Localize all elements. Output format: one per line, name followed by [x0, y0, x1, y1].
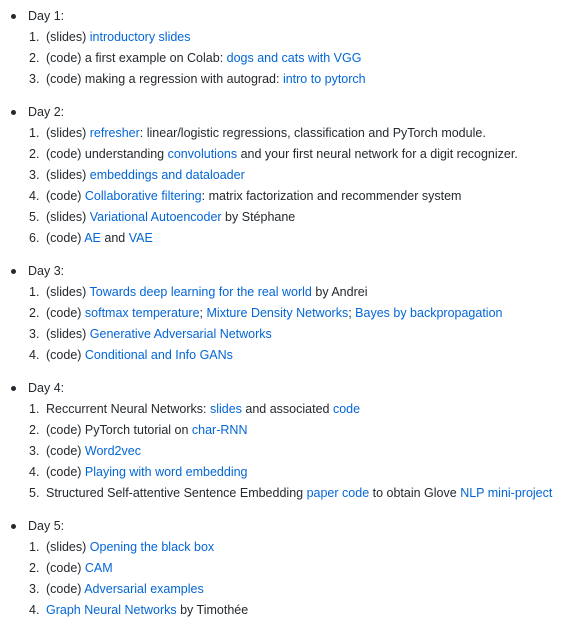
item-text: (code) making a regression with autograd: — [46, 72, 283, 86]
item-link[interactable]: Playing with word embedding — [84, 465, 248, 479]
item-text: : linear/logistic regressions, classification and PyTorch module. — [139, 126, 486, 140]
item-number: 3. — [29, 168, 40, 182]
item-number: 1. — [29, 30, 40, 44]
item-text: (slides) — [46, 126, 90, 140]
bullet-dot-icon — [11, 14, 16, 19]
item-number: 3. — [29, 327, 40, 341]
day-section — [10, 102, 587, 249]
day-section — [10, 6, 587, 90]
item-link[interactable]: Bayes by backpropagation — [355, 306, 503, 320]
day-title: Day 4: — [28, 381, 65, 395]
item-text: Structured Self-attentive Sentence Embedding — [46, 486, 307, 500]
list-item — [10, 186, 587, 207]
item-link[interactable]: refresher — [89, 126, 140, 140]
item-text: (code) — [46, 561, 85, 575]
item-link[interactable]: intro to pytorch — [282, 72, 366, 86]
item-text: (slides) — [46, 327, 90, 341]
list-item — [10, 282, 587, 303]
item-link[interactable]: VAE — [128, 231, 153, 245]
day-heading — [10, 378, 587, 399]
list-item — [10, 462, 587, 483]
day-section — [10, 378, 587, 504]
item-number: 2. — [29, 561, 40, 575]
item-link[interactable]: code — [342, 486, 370, 500]
item-link[interactable]: Opening the black box — [89, 540, 215, 554]
item-link[interactable]: introductory slides — [89, 30, 191, 44]
day-heading — [10, 102, 587, 123]
item-link[interactable]: Generative Adversarial Networks — [89, 327, 272, 341]
section-gap — [10, 366, 587, 378]
item-text: by Stéphane — [221, 210, 296, 224]
item-number: 2. — [29, 423, 40, 437]
item-text: and associated — [241, 402, 333, 416]
item-link[interactable]: AE — [84, 231, 101, 245]
item-link[interactable]: NLP mini-project — [460, 486, 553, 500]
bullet-dot-icon — [11, 269, 16, 274]
item-number: 3. — [29, 444, 40, 458]
item-link[interactable]: embeddings and dataloader — [89, 168, 245, 182]
item-text: by Timothée — [176, 603, 249, 617]
list-item — [10, 441, 587, 462]
item-number: 4. — [29, 189, 40, 203]
item-text: by Andrei — [311, 285, 368, 299]
item-number: 5. — [29, 486, 40, 500]
list-item — [10, 48, 587, 69]
day-heading — [10, 261, 587, 282]
day-heading — [10, 516, 587, 537]
item-text: (code) understanding — [46, 147, 168, 161]
list-item — [10, 537, 587, 558]
item-number: 2. — [29, 51, 40, 65]
item-number: 4. — [29, 348, 40, 362]
day-section — [10, 261, 587, 366]
item-link[interactable]: Conditional and Info GANs — [84, 348, 233, 362]
item-link[interactable]: dogs and cats with VGG — [226, 51, 362, 65]
item-link[interactable]: Graph Neural Networks — [46, 603, 177, 617]
day-item-list — [10, 282, 587, 366]
item-link[interactable]: Collaborative filtering — [84, 189, 202, 203]
day-item-list — [10, 537, 587, 621]
list-item — [10, 399, 587, 420]
item-link[interactable]: Mixture Density Networks — [206, 306, 349, 320]
day-title: Day 5: — [28, 519, 65, 533]
item-number: 1. — [29, 285, 40, 299]
item-text: ; — [199, 306, 207, 320]
item-text: (code) a first example on Colab: — [46, 51, 227, 65]
item-link[interactable]: Variational Autoencoder — [89, 210, 222, 224]
section-gap — [10, 249, 587, 261]
item-text: (slides) — [46, 210, 90, 224]
item-text: (code) — [46, 306, 85, 320]
item-text: ; — [348, 306, 356, 320]
section-gap — [10, 90, 587, 102]
bullet-dot-icon — [11, 110, 16, 115]
list-item — [10, 123, 587, 144]
item-text: and — [100, 231, 129, 245]
item-text: (code) PyTorch tutorial on — [46, 423, 192, 437]
item-text: (slides) — [46, 30, 90, 44]
item-number: 6. — [29, 231, 40, 245]
item-text: Reccurrent Neural Networks: — [46, 402, 210, 416]
item-text: (code) — [46, 444, 85, 458]
item-link[interactable]: CAM — [84, 561, 113, 575]
day-item-list — [10, 27, 587, 90]
item-link[interactable]: softmax temperature — [84, 306, 200, 320]
item-number: 1. — [29, 402, 40, 416]
item-number: 1. — [29, 126, 40, 140]
item-link[interactable]: paper — [306, 486, 339, 500]
item-link[interactable]: Adversarial examples — [84, 582, 204, 596]
item-text: (slides) — [46, 168, 90, 182]
item-text: to obtain Glove — [369, 486, 461, 500]
item-text: (code) — [46, 465, 85, 479]
item-link[interactable]: slides — [209, 402, 242, 416]
day-title: Day 1: — [28, 9, 65, 23]
item-number: 2. — [29, 147, 40, 161]
day-title: Day 3: — [28, 264, 65, 278]
item-text: (code) — [46, 582, 85, 596]
item-text: : matrix factorization and recommender system — [201, 189, 462, 203]
bullet-dot-icon — [11, 524, 16, 529]
list-item — [10, 324, 587, 345]
list-item — [10, 558, 587, 579]
section-gap — [10, 504, 587, 516]
item-number: 1. — [29, 540, 40, 554]
item-text: (code) — [46, 189, 85, 203]
day-item-list — [10, 123, 587, 249]
list-item — [10, 483, 587, 504]
item-number: 5. — [29, 210, 40, 224]
list-item — [10, 228, 587, 249]
list-item — [10, 27, 587, 48]
day-heading — [10, 6, 587, 27]
item-link[interactable]: Towards deep learning for the real world — [89, 285, 312, 299]
list-item — [10, 207, 587, 228]
bullet-dot-icon — [11, 386, 16, 391]
item-number: 2. — [29, 306, 40, 320]
item-text: (slides) — [46, 285, 90, 299]
item-link[interactable]: Word2vec — [84, 444, 141, 458]
item-text: and your first neural network for a digit recognizer. — [237, 147, 518, 161]
day-item-list — [10, 399, 587, 504]
item-text: (code) — [46, 231, 85, 245]
list-item — [10, 303, 587, 324]
item-number: 3. — [29, 582, 40, 596]
item-text: (code) — [46, 348, 85, 362]
item-number: 4. — [29, 465, 40, 479]
item-link[interactable]: convolutions — [167, 147, 238, 161]
list-item — [10, 144, 587, 165]
item-number: 3. — [29, 72, 40, 86]
day-section — [10, 516, 587, 621]
list-item — [10, 420, 587, 441]
item-number: 4. — [29, 603, 40, 617]
list-item — [10, 579, 587, 600]
list-item — [10, 345, 587, 366]
item-link[interactable]: code — [332, 402, 361, 416]
list-item — [10, 600, 587, 621]
item-text: (slides) — [46, 540, 90, 554]
item-link[interactable]: char-RNN — [191, 423, 248, 437]
day-title: Day 2: — [28, 105, 65, 119]
list-item — [10, 165, 587, 186]
list-item — [10, 69, 587, 90]
